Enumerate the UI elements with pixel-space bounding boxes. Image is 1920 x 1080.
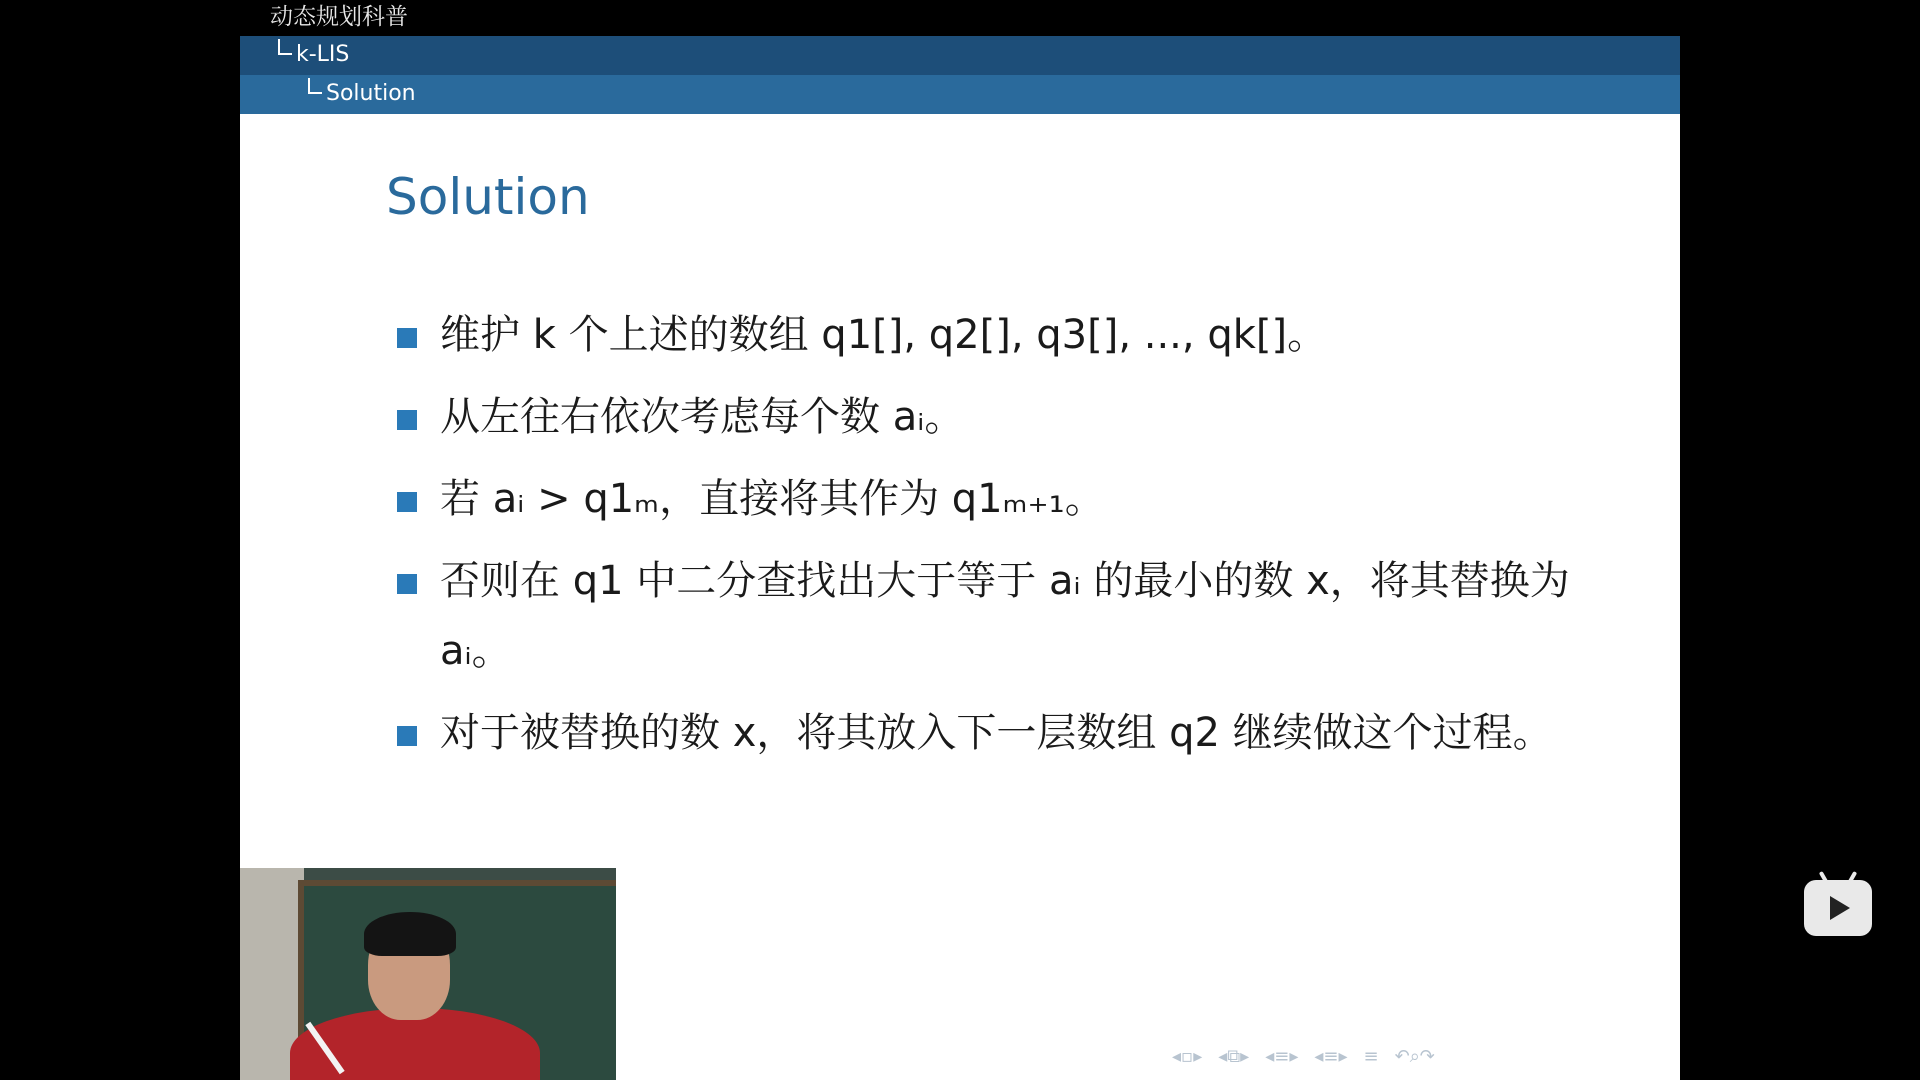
header-subsection <box>278 41 349 69</box>
play-icon[interactable] <box>1804 880 1872 936</box>
header-section-label: 动态规划科普 <box>270 4 408 30</box>
square-bullet-icon <box>397 328 417 348</box>
bullet-item <box>390 698 1640 768</box>
header-subsubsection <box>308 80 416 108</box>
nav-document-icon[interactable]: ◂≡▸ <box>1314 1046 1348 1067</box>
nav-search-icon[interactable]: ↶⌕↷ <box>1394 1046 1435 1067</box>
webcam-person-hair <box>364 912 456 956</box>
tree-corner-icon <box>278 39 292 55</box>
bullet-item <box>390 300 1640 370</box>
webcam-overlay <box>240 868 616 1080</box>
bullet-text: 若 aᵢ > q1ₘ，直接将其作为 q1ₘ₊₁。 <box>440 476 1105 522</box>
header-top-bar <box>240 0 1680 36</box>
tree-corner-icon <box>308 78 322 94</box>
slide <box>240 0 1680 1080</box>
bullet-text: 维护 k 个上述的数组 q1[], q2[], q3[], ..., qk[]。 <box>440 312 1328 358</box>
square-bullet-icon <box>397 410 417 430</box>
header-row-subsubsection <box>240 75 1680 114</box>
frame-title: Solution <box>386 168 590 226</box>
square-bullet-icon <box>397 492 417 512</box>
header-subsection-label: k-LIS <box>296 42 350 67</box>
header-row-subsection <box>240 36 1680 75</box>
bullet-item <box>390 464 1640 534</box>
nav-frame-icon[interactable]: ◂▫▸ <box>1172 1046 1203 1067</box>
bullet-item <box>390 546 1640 686</box>
play-triangle <box>1830 896 1850 920</box>
nav-section-icon[interactable]: ◂≡▸ <box>1265 1046 1299 1067</box>
bullet-list <box>390 300 1640 780</box>
square-bullet-icon <box>397 726 417 746</box>
bullet-text: 否则在 q1 中二分查找出大于等于 aᵢ 的最小的数 x，将其替换为 aᵢ。 <box>440 558 1570 674</box>
header-subsubsection-label: Solution <box>326 81 416 106</box>
beamer-nav-symbols <box>1172 1046 1435 1070</box>
nav-subsection-icon[interactable]: ◂⧉▸ <box>1218 1046 1250 1067</box>
bullet-item <box>390 382 1640 452</box>
square-bullet-icon <box>397 574 417 594</box>
nav-appendix-icon[interactable]: ≡ <box>1363 1046 1379 1067</box>
bullet-text: 从左往右依次考虑每个数 aᵢ。 <box>440 394 965 440</box>
bullet-text: 对于被替换的数 x，将其放入下一层数组 q2 继续做这个过程。 <box>440 710 1553 756</box>
